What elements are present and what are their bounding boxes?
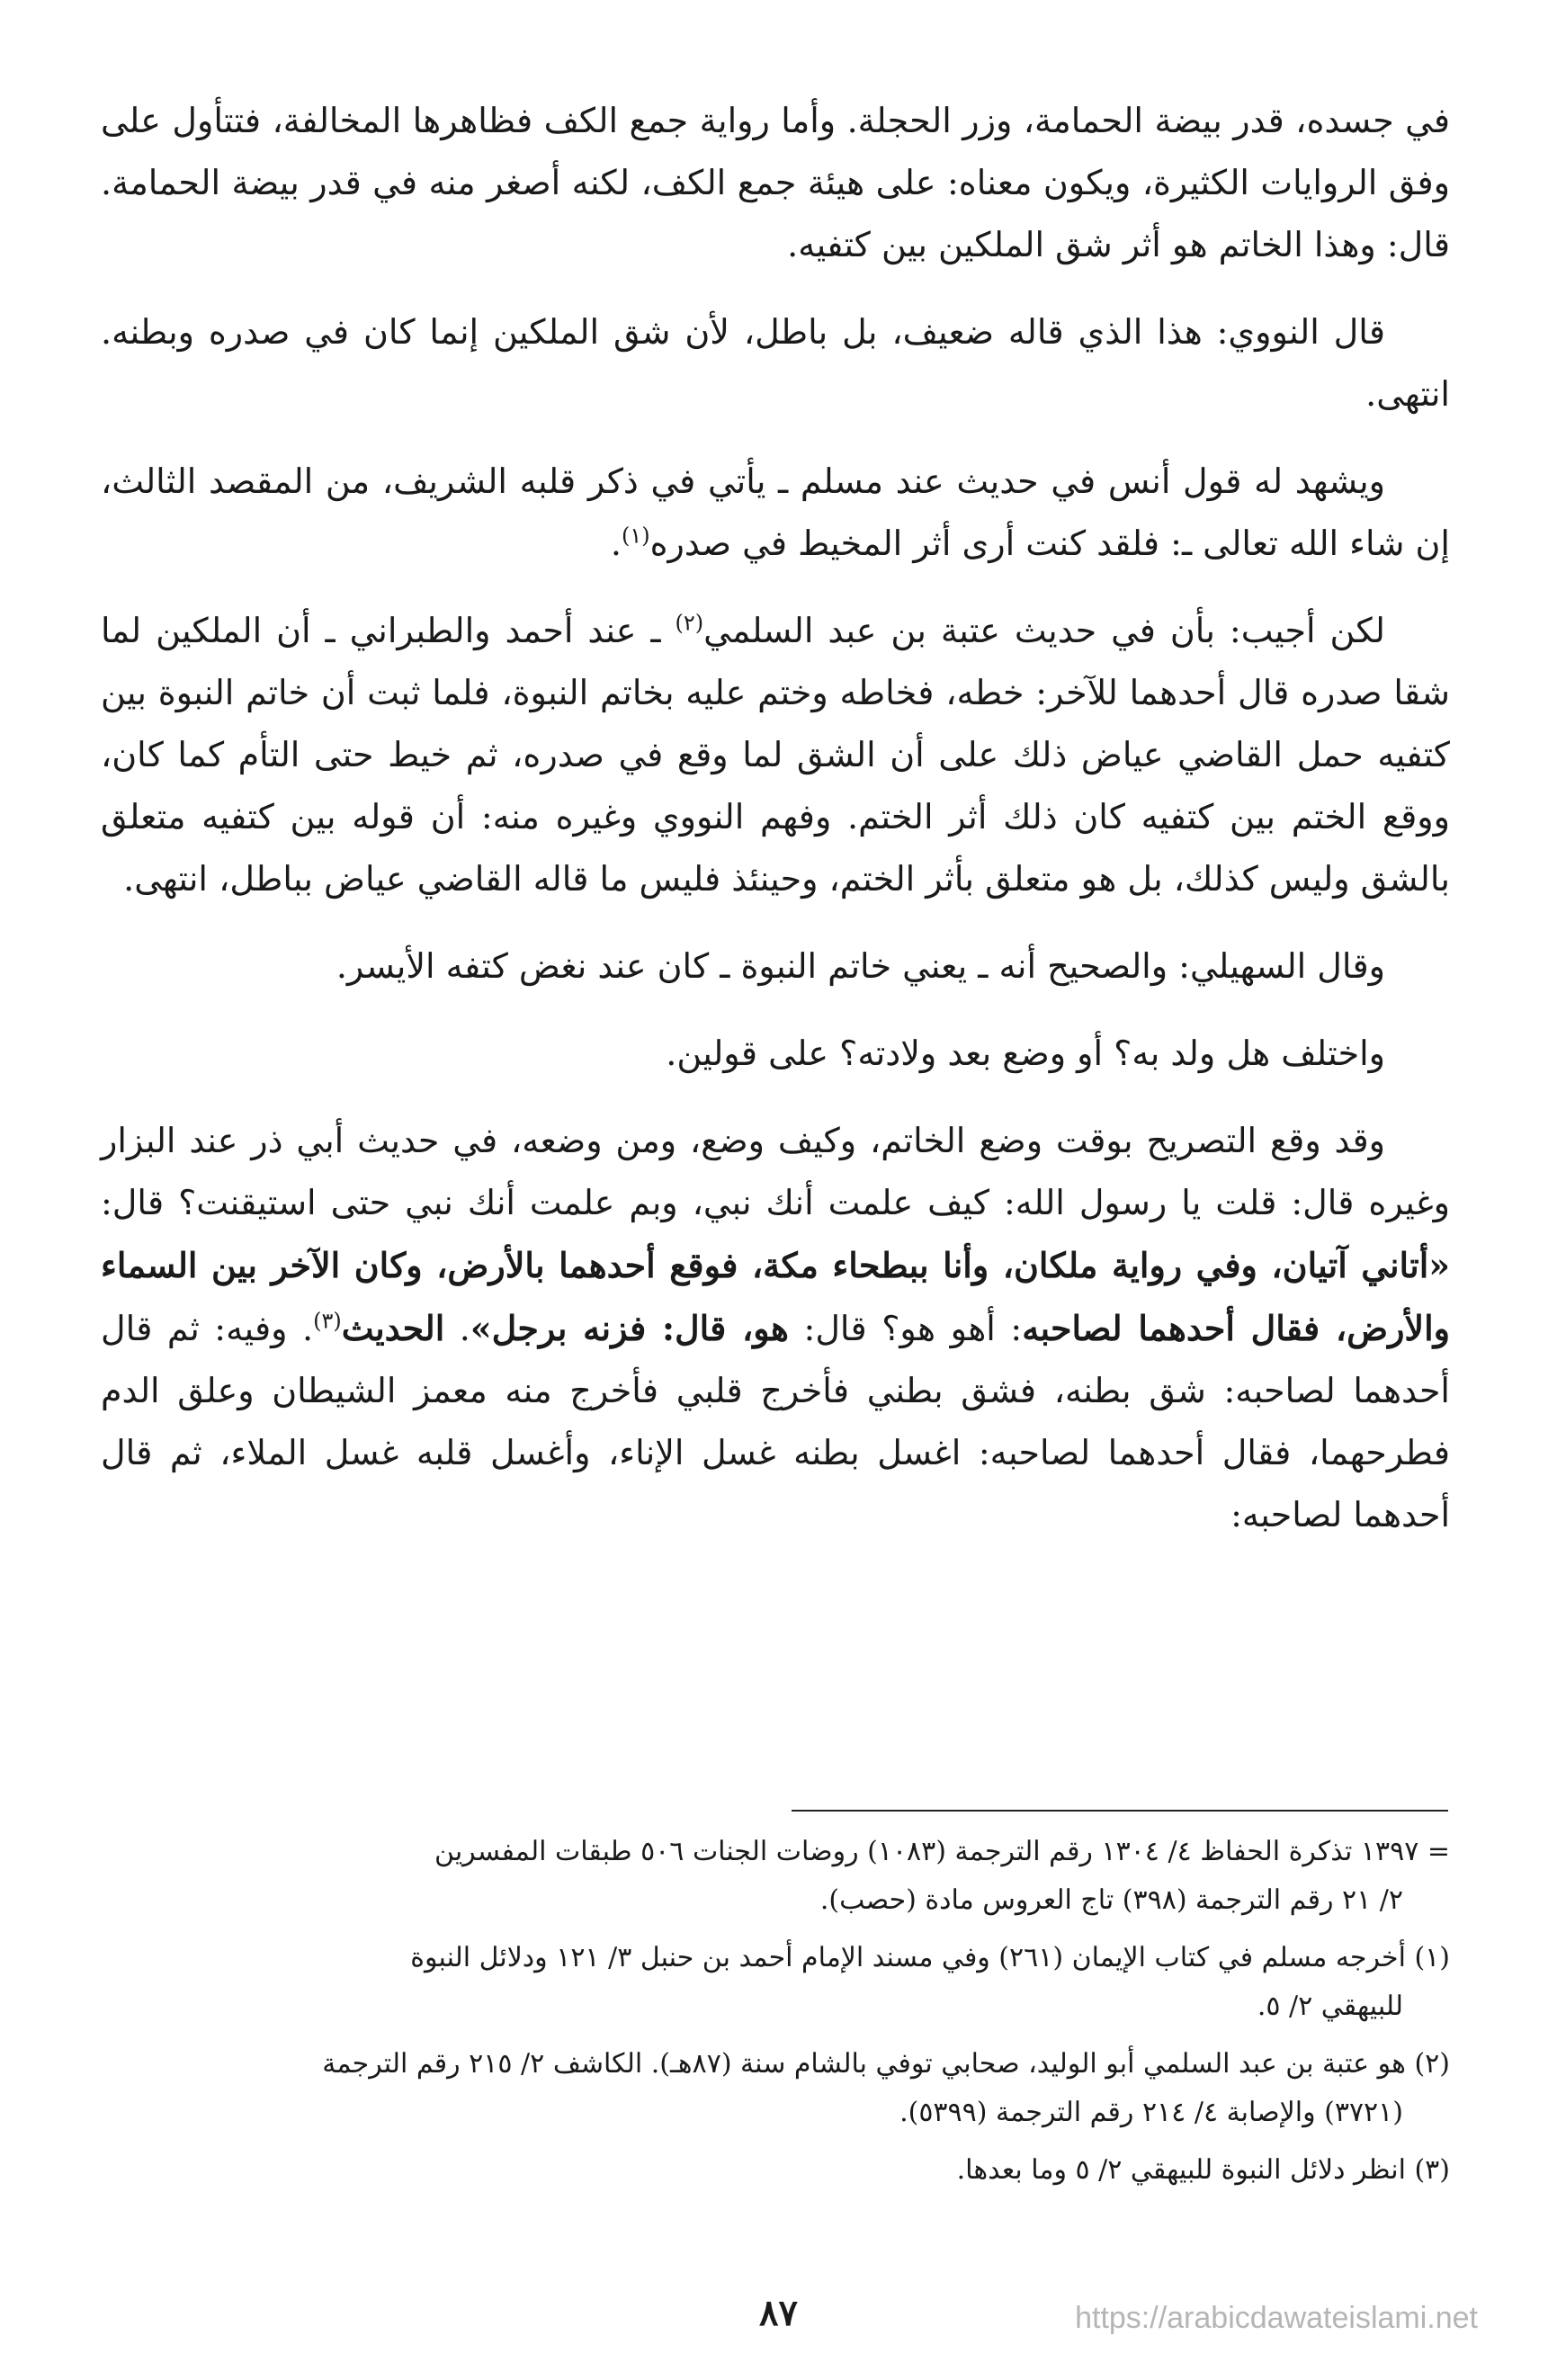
paragraph-text: وقد وقع التصريح بوقت وضع الخاتم، وكيف وضع، ومن وضعه، في حديث أبي ذر عند البزار وغيره قال: قلت يا رسول الله: كيف علمت أنك نبي، وبم علمت أنك نبي حتى استيقنت؟ قال: bbox=[101, 1121, 1450, 1222]
paragraph-text: وقال السهيلي: والصحيح أنه ـ يعني خاتم النبوة ـ كان عند نغض كتفه الأيسر. bbox=[336, 946, 1385, 986]
paragraph-text: في جسده، قدر بيضة الحمامة، وزر الحجلة. وأما رواية جمع الكف فظاهرها المخالفة، فتتأول على وفق الروايات الكثيرة، ويكون معناه: على هيئة جمع الكف، لكنه أصغر منه في قدر بيضة الحمامة. قال: وهذا الخاتم هو أثر شق الملكين بين كتفيه. bbox=[101, 101, 1450, 264]
paragraph bbox=[101, 451, 1450, 575]
paragraph-text: . bbox=[444, 1309, 470, 1348]
watermark: https://arabicdawateislami.net bbox=[1075, 2301, 1478, 2335]
footnote-text: = ١٣٩٧ تذكرة الحفاظ ٤/ ١٣٠٤ رقم الترجمة (١٠٨٣) روضات الجنات ٥٠٦ طبقات المفسرين bbox=[434, 1836, 1450, 1867]
paragraph bbox=[101, 935, 1450, 998]
paragraph-text: . وفيه: ثم قال أحدهما لصاحبه: شق بطنه، فشق بطني فأخرج قلبي فأخرج منه معمز الشيطان وعلق الدم فطرحهما، فقال أحدهما لصاحبه: اغسل بطنه غسل الإناء، وأغسل قلبه غسل الملاء، ثم قال أحدهما لصاحبه: bbox=[101, 1309, 1450, 1534]
hadith-label: الحديث bbox=[341, 1308, 445, 1348]
paragraph-text: واختلف هل ولد به؟ أو وضع بعد ولادته؟ على قولين. bbox=[666, 1033, 1385, 1073]
footnote-text: (٣٧٢١) والإصابة ٤/ ٢١٤ رقم الترجمة (٥٣٩٩). bbox=[899, 2097, 1403, 2128]
footnote-text: للبيهقي ٢/ ٥. bbox=[1257, 1991, 1403, 2022]
paragraph-text: ـ عند أحمد والطبراني ـ أن الملكين لما شقا صدره قال أحدهما للآخر: خطه، فخاطه وختم عليه بخاتم النبوة، فلما ثبت أن خاتم النبوة بين كتفيه حمل القاضي عياض ذلك على أن الشق لما وقع في صدره، ثم خيط حتى التأم كما كان، ووقع الختم بين كتفيه كان ذلك أثر الختم. وفهم النووي وغيره منه: أن قوله بين كتفيه متعلق بالشق وليس كذلك، بل هو متعلق بأثر الختم، وحينئذ فليس ما قاله القاضي عياض بباطل، انتهى. bbox=[101, 611, 1450, 899]
footnote-text: ٢/ ٢١ رقم الترجمة (٣٩٨) تاج العروس مادة (حصب). bbox=[819, 1884, 1403, 1916]
paragraph-text: ويشهد له قول أنس في حديث عند مسلم ـ يأتي في ذكر قلبه الشريف، من المقصد الثالث، إن شاء الله تعالى ـ: فلقد كنت أرى أثر المخيط في صدره bbox=[101, 461, 1450, 563]
paragraph bbox=[101, 301, 1450, 425]
page-number: ٨٧ bbox=[759, 2292, 798, 2334]
footnote-ref: (٢) bbox=[675, 610, 704, 636]
paragraph bbox=[101, 1110, 1450, 1546]
main-text bbox=[101, 90, 1450, 1571]
paragraph-text: لكن أجيب: بأن في حديث عتبة بن عبد السلمي bbox=[703, 611, 1386, 650]
footnote-text: (٣) انظر دلائل النبوة للبيهقي ٢/ ٥ وما بعدها. bbox=[956, 2154, 1450, 2186]
paragraph bbox=[101, 1023, 1450, 1085]
footnote-ref: (١) bbox=[621, 523, 650, 549]
hadith-quote: هو، قال: فزنه برجل» bbox=[470, 1308, 789, 1348]
hadith-quote: «أتاني آتيان، وفي رواية ملكان، وأنا ببطحاء مكة، فوقع أحدهما بالأرض، وكان الآخر بين السماء والأرض، فقال أحدهما لصاحبه bbox=[101, 1245, 1451, 1348]
footnotes bbox=[101, 1828, 1450, 2204]
paragraph-text: : أهو هو؟ قال: bbox=[788, 1309, 1023, 1348]
footnote-divider bbox=[792, 1810, 1448, 1812]
footnote bbox=[101, 1828, 1450, 1925]
footnote-text: (٢) هو عتبة بن عبد السلمي أبو الوليد، صحابي توفي بالشام سنة (٨٧هـ). الكاشف ٢/ ٢١٥ رقم الترجمة bbox=[322, 2048, 1450, 2080]
footnote bbox=[101, 1934, 1450, 2031]
footnote-text: (١) أخرجه مسلم في كتاب الإيمان (٢٦١) وفي مسند الإمام أحمد بن حنبل ٣/ ١٢١ ودلائل النبوة bbox=[410, 1942, 1450, 1973]
footnote bbox=[101, 2146, 1450, 2195]
footnote bbox=[101, 2040, 1450, 2137]
paragraph bbox=[101, 90, 1450, 276]
footnote-ref: (٣) bbox=[313, 1308, 342, 1334]
paragraph-text: . bbox=[610, 523, 622, 563]
paragraph-text: قال النووي: هذا الذي قاله ضعيف، بل باطل، لأن شق الملكين إنما كان في صدره وبطنه. انتهى. bbox=[101, 312, 1450, 414]
paragraph bbox=[101, 600, 1450, 910]
